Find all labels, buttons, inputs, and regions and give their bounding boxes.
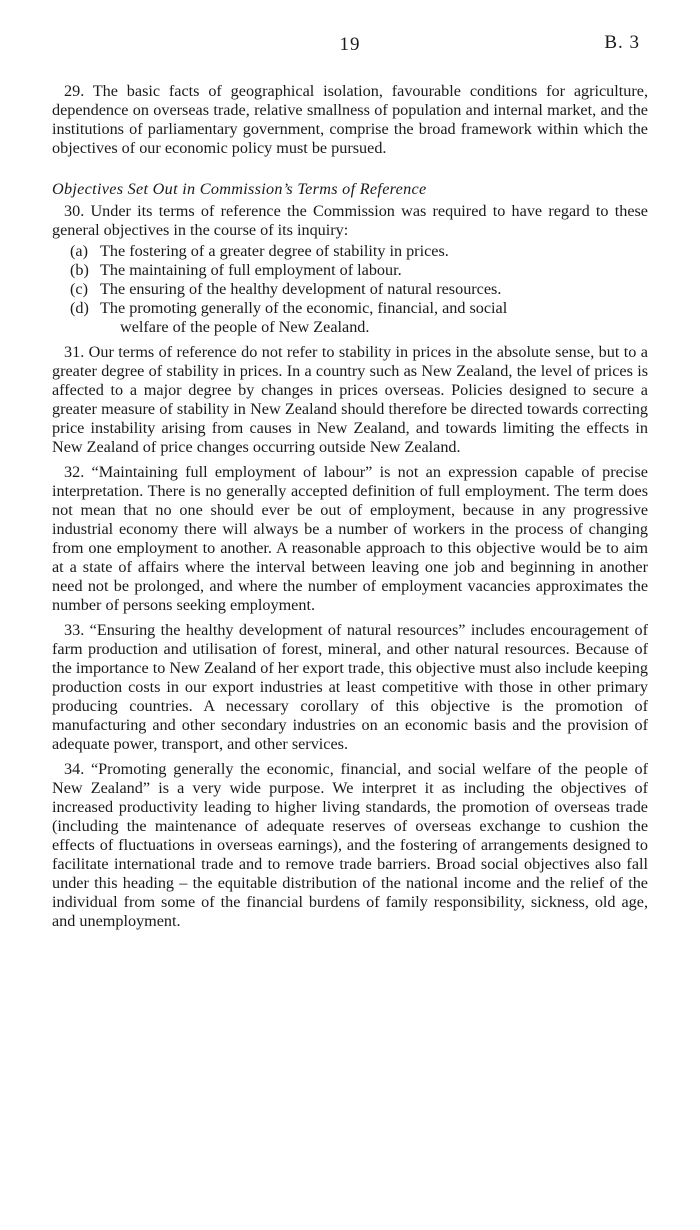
report-code: B. 3 xyxy=(604,32,640,53)
page-number: 19 xyxy=(339,34,361,55)
objective-item xyxy=(52,280,648,299)
section-heading: Objectives Set Out in Commission’s Terms of Reference xyxy=(52,180,427,198)
paragraph-30: 30. Under its terms of reference the Commission was required to have regard to these general objectives in the course of its inquiry: xyxy=(52,202,648,239)
document-page xyxy=(52,30,648,931)
objective-text: The ensuring of the healthy development of natural resources. xyxy=(100,280,502,298)
objective-text: The maintaining of full employment of labour. xyxy=(100,261,402,279)
objective-marker: (d) xyxy=(70,299,89,317)
objective-marker: (b) xyxy=(70,261,89,279)
paragraph-33: 33. “Ensuring the healthy development of natural resources” includes encouragement of farm production and utilisation of forest, mineral, and other natural resources. Because of the importance to New Zealand of her export trade, this objective must also include keeping production costs in our export industries at least competitive with those in other primary producing countries. A necessary corollary of this objective is the promotion of manufacturing and other secondary industries on an economic basis and the provision of adequate power, transport, and other services. xyxy=(52,621,648,753)
paragraph-31: 31. Our terms of reference do not refer to stability in prices in the absolute sense, but to a greater degree of stability in prices. In a country such as New Zealand, the level of prices is affected to a major degree by changes in prices overseas. Policies designed to secure a greater measure of stability in New Zealand should therefore be directed towards correcting price instability arising from causes in New Zealand, and towards limiting the effects in New Zealand of price changes occurring outside New Zealand. xyxy=(52,343,648,456)
objective-marker: (c) xyxy=(70,280,88,298)
objective-text: The promoting generally of the economic, financial, and social xyxy=(100,299,508,317)
objective-item xyxy=(52,242,648,261)
page-header xyxy=(52,30,648,64)
paragraph-32: 32. “Maintaining full employment of labour” is not an expression capable of precise interpretation. There is no generally accepted definition of full employment. The term does not mean that no one should ever be out of employment, because in any progressive industrial economy there will always be a number of workers in the process of changing from one employment to another. A reasonable approach to this objective would be to aim at a state of affairs where the interval between leaving one job and beginning in another need not be prolonged, and where the number of employment vacancies approximates the number of persons seeking employment. xyxy=(52,463,648,614)
objectives-list xyxy=(52,242,648,337)
objective-text-block xyxy=(100,299,648,337)
objective-item xyxy=(52,299,648,337)
objective-item xyxy=(52,261,648,280)
paragraph-34: 34. “Promoting generally the economic, financial, and social welfare of the people of New Zealand” is a very wide purpose. We interpret it as including the objectives of increased productivity leading to higher living standards, the promotion of overseas trade (including the maintenance of adequate reserves of overseas exchange to cushion the effects of fluctuations in overseas earnings), and the fostering of arrangements designed to facilitate international trade and to remove trade barriers. Broad social objectives also fall under this heading – the equitable distribution of the national income and the relief of the individual from some of the financial burdens of family responsibility, sickness, old age, and unemployment. xyxy=(52,760,648,930)
objective-marker: (a) xyxy=(70,242,88,260)
paragraph-29: 29. The basic facts of geographical isolation, favourable conditions for agriculture, dependence on overseas trade, relative smallness of population and internal market, and the institutions of parliamentary government, comprise the broad framework within which the objectives of our economic policy must be pursued. xyxy=(52,82,648,157)
objective-text-continuation: welfare of the people of New Zealand. xyxy=(120,318,370,336)
objective-text: The fostering of a greater degree of stability in prices. xyxy=(100,242,449,260)
